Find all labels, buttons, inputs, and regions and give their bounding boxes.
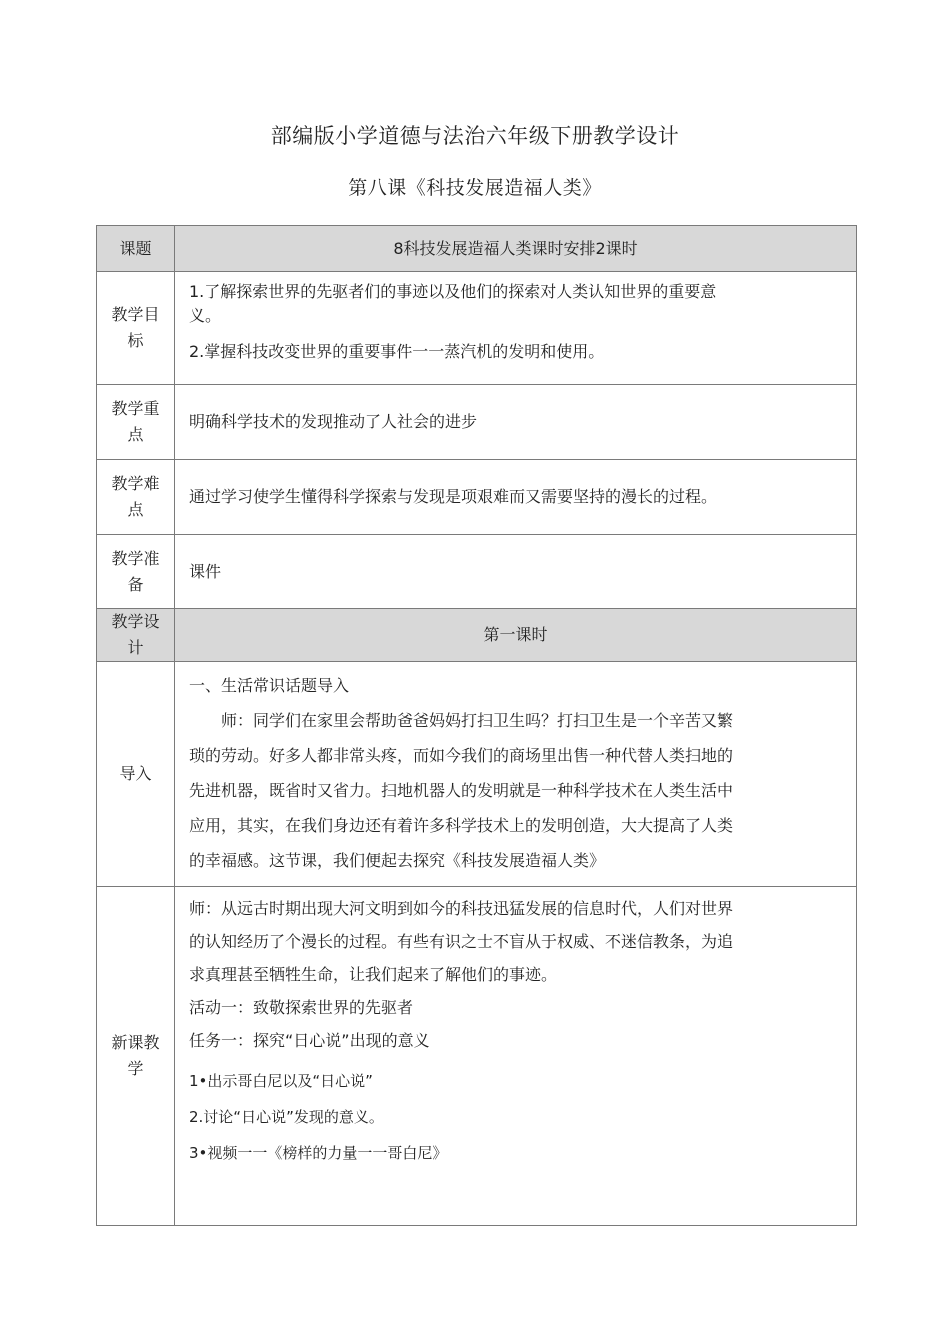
table-row-key-points [97,385,857,460]
new-lesson-content [175,887,857,1226]
task-heading: 任务一：探究“日心说”出现的意义 [189,1031,430,1050]
objective-item-1-line2: 义。 [189,306,222,325]
preparation-label-line2: 备 [127,574,144,594]
table-row-objectives [97,272,857,385]
objectives-label-line1: 教学目 [111,305,160,324]
table-row-preparation [97,535,857,609]
difficulties-value: 通过学习使学生懂得科学探索与发现是项艰难而又需要坚持的漫长的过程。 [175,460,857,535]
design-value: 第一课时 [175,609,857,662]
intro-paragraph-line: 应用，其实，在我们身边还有着许多科学技术上的发明创造，大大提高了人类 [189,816,734,835]
lesson-list-item: 1•出示哥白尼以及“日心说” [189,1072,373,1090]
new-lesson-label-line1: 新课教 [111,1033,160,1052]
objective-item-1-line1: 1.了解探索世界的先驱者们的事迹以及他们的探索对人类认知世界的重要意 [189,282,717,301]
design-label-line2: 计 [127,638,144,657]
new-lesson-label-line2: 学 [127,1059,144,1078]
intro-paragraph-line: 的幸福感。这节课，我们便起去探究《科技发展造福人类》 [189,851,606,870]
activity-heading: 活动一：致敬探索世界的先驱者 [189,998,414,1017]
design-label-line1: 教学设 [111,612,160,631]
intro-label: 导入 [97,662,175,887]
topic-label: 课题 [97,226,175,272]
new-lesson-paragraph-line: 求真理甚至牺牲生命，让我们起来了解他们的事迹。 [189,965,558,984]
intro-heading: 一、生活常识话题导入 [189,676,350,695]
objectives-label-line2: 标 [127,331,144,350]
table-row-intro [97,662,857,887]
document-title: 部编版小学道德与法治六年级下册教学设计 [270,124,680,148]
new-lesson-paragraph-line: 的认知经历了个漫长的过程。有些有识之士不盲从于权威、不迷信教条，为追 [189,932,734,951]
table-row-topic [97,226,857,272]
lesson-list-item: 3•视频一一《榜样的力量一一哥白尼》 [189,1144,448,1162]
key-points-label-line2: 点 [127,425,144,444]
key-points-value: 明确科学技术的发现推动了人社会的进步 [175,385,857,460]
table-row-new-lesson [97,887,857,1226]
intro-paragraph-line: 师：同学们在家里会帮助爸爸妈妈打扫卫生吗？打扫卫生是一个辛苦又繁 [221,711,734,730]
topic-value: 8科技发展造福人类课时安排2课时 [175,226,857,272]
preparation-value: 课件 [175,535,857,609]
objectives-content [175,272,857,385]
document-subtitle: 第八课《科技发展造福人类》 [348,177,602,199]
difficulties-label-line1: 教学难 [111,474,160,493]
difficulties-label [97,460,175,535]
lesson-plan-table [96,225,857,1226]
key-points-label-line1: 教学重 [111,399,160,418]
design-label [97,609,175,662]
preparation-label [97,535,175,609]
lesson-list-item: 2.讨论“日心说”发现的意义。 [189,1108,384,1126]
intro-paragraph-line: 先进机器，既省时又省力。扫地机器人的发明就是一种科学技术在人类生活中 [189,781,734,800]
key-points-label [97,385,175,460]
objective-item-2: 2.掌握科技改变世界的重要事件一一蒸汽机的发明和使用。 [189,342,605,361]
intro-content [175,662,857,887]
new-lesson-label [97,887,175,1226]
intro-paragraph-line: 琐的劳动。好多人都非常头疼，而如今我们的商场里出售一种代替人类扫地的 [189,746,734,765]
table-row-design [97,609,857,662]
objectives-label [97,272,175,385]
table-row-difficulties [97,460,857,535]
new-lesson-paragraph-line: 师：从远古时期出现大河文明到如今的科技迅猛发展的信息时代，人们对世界 [189,899,734,918]
preparation-label-line1: 教学准 [111,548,160,568]
difficulties-label-line2: 点 [127,500,144,519]
